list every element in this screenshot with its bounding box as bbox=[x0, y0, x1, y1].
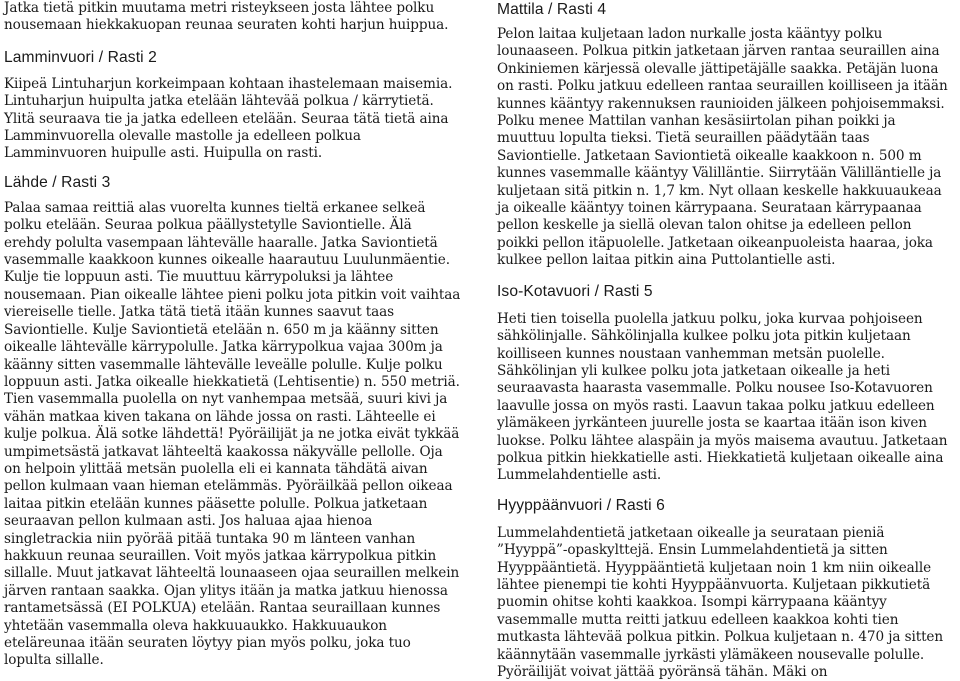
section-heading-rasti-4: Mattila / Rasti 4 bbox=[497, 1, 607, 18]
section-heading-rasti-3: Lähde / Rasti 3 bbox=[4, 173, 111, 191]
section-heading-rasti-6: Hyyppäänvuori / Rasti 6 bbox=[497, 496, 665, 514]
section-heading-rasti-2: Lamminvuori / Rasti 2 bbox=[4, 48, 157, 66]
section-text-rasti-5: Heti tien toisella puolella jatkuu polku, joka kurvaa pohjoiseen sähkölinjalle. Sähkölinjalla kulkee polku jota pitkin kuljetaan koilliseen kunnes noustaan vanhemman metsän puolelle. Sähkölinjan yli kulkee polku jota jatketaan oikealle ja heti seuraavasta haarasta vasemmalle. Polku nousee Iso-Kotavuoren laavulle jossa on myös rasti. Laavun takaa polku jatkuu edelleen ylämäkeen jyrkänteen juurelle josta se kaartaa itään ison kiven luokse. Polku lähtee alaspäin ja myös maisema avautuu. Jatketaan polkua pitkin hiekkatielle asti. Hiekkatietä kuljetaan oikealle aina Lummelahdentielle asti. bbox=[497, 310, 948, 484]
section-text-rasti-2: Kiipeä Lintuharjun korkeimpaan kohtaan ihastelemaan maisemia. Lintuharjun huipulta jatka etelään lähtevää polkua / kärrytietä. Ylitä seuraava tie ja jatka edelleen etelään. Seuraa tätä tietä aina Lamminvuorella olevalle mastolle ja edelleen polkua Lamminvuoren huipulle asti. Huipulla on rasti. bbox=[4, 75, 453, 162]
section-heading-rasti-5: Iso-Kotavuori / Rasti 5 bbox=[497, 282, 653, 300]
section-text-rasti-3: Palaa samaa reittiä alas vuorelta kunnes tieltä erkanee selkeä polku etelään. Seuraa polkua päällystetylle Saviontielle. Älä erehdy polulta vasempaan lähtevälle haaralle. Jatka Saviontietä vasemmalle kaakkoon kunnes oikealle haarautuu Luulunmäentie. Kulje tie loppuun asti. Tie muuttuu kärrypoluksi ja lähtee nousemaan. Pian oikealle lähtee pieni polku jota pitkin voit vaihtaa viereiselle tielle. Jatka tätä tietä itään kunnes saavut taas Saviontielle. Kulje Saviontietä etelään n. 650 m ja käänny sitten oikealle lähtevälle kärrypolulle. Jatka kärrypolkua vajaa 300m ja käänny sitten vasemmalle lähtevälle leveälle polulle. Kulje polku loppuun asti. Jatka oikealle hiekkatietä (Lehtisentie) n. 550 metriä. Tien vasemmalla puolella on nyt vanhempaa metsää, suuri kivi ja vähän matkaa kiven takana on lähde jossa on rasti. Lähteelle ei kulje polkua. Älä sotke lähdettä! Pyöräilijät ja ne jotka eivät tykkää umpimetsästä jatkavat lähteeltä kaakossa näkyvälle pellolle. Oja on helpoin ylittää metsän puolella eli ei kannata tähdätä aivan pellon kulmaan vaan hieman etelämmäs. Pyöräilkää pellon oikeaa laitaa pitkin etelään kunnes pääsette polulle. Polkua jatketaan seuraavan pellon kulmaan asti. Jos haluaa ajaa hienoa singletrackia niin pyörää pitää tuntaka 90 m länteen vanhan hakkuun reunaa seuraillen. Voit myös jatkaa kärrypolkua pitkin sillalle. Muut jatkavat lähteeltä lounaaseen ojaa seuraillen melkein järven rantaan saakka. Ojan ylitys itään ja matka jatkuu hienossa rantametsässä (EI POLKUA) etelään. Rantaa seuraillaan kunnes yhtetään vasemmalla oleva hakkuuaukko. Hakkuuaukon eteläreunaa itään seuraten löytyy pian myös polku, joka tuo lopulta sillalle. bbox=[4, 199, 461, 669]
section-text-rasti-4: Pelon laitaa kuljetaan ladon nurkalle josta kääntyy polku lounaaseen. Polkua pitkin jatketaan järven rantaa seuraillen aina Onkiniemen kärjessä olevalle jättipetäjälle saakka. Petäjän luona on rasti. Polku jatkuu edelleen rantaa seuraillen koilliseen ja itään kunnes kääntyy rakennuksen raunioiden jälkeen pohjoisemmaksi. Polku menee Mattilan vanhan kesäsiirtolan pihan poikki ja muuttuu lopulta tieksi. Tietä seuraillen päädytään taas Saviontielle. Jatketaan Saviontietä oikealle kaakkoon n. 500 m kunnes vasemmalle kääntyy Välilläntie. Siirrytään Välilläntielle ja kuljetaan sitä pitkin n. 1,7 km. Nyt ollaan keskelle hakkuuaukeaa ja oikealle kääntyy toinen kärrypaana. Seurataan kärrypaanaa pellon keskelle ja siellä olevan talon ohitse ja edelleen pellon poikki pellon itäpuolelle. Jatketaan oikeanpuoleista haaraa, joka kulkee pellon laitaa pitkin aina Puttolantielle asti. bbox=[497, 26, 948, 269]
intro-paragraph: Jatka tietä pitkin muutama metri risteykseen josta lähtee polku nousemaan hiekkakuopan reunaa seuraten kohti harjun huippua. bbox=[4, 0, 449, 34]
section-text-rasti-6: Lummelahdentietä jatketaan oikealle ja seurataan pieniä ”Hyyppä”-opaskylttejä. Ensin Lummelahdentietä ja sitten Hyyppääntietä. Hyyppääntietä kuljetaan noin 1 km niin oikealle lähtee pienempi tie kohti Hyyppäänvuorta. Kuljetaan pikkutietä puomin ohitse kohti kaakkoa. Isompi kärrypaana kääntyy vasemmalle mutta reitti jatkuu edelleen kaakkoa kohti tien mutkasta lähtevää polkua pitkin. Polkua kuljetaan n. 470 ja sitten käännytään vasemmalle jyrkästi ylämäkeen nousevalle polulle. Pyöräilijät voivat jättää pyöränsä tähän. Mäki on bbox=[497, 524, 944, 680]
right-column bbox=[497, 0, 949, 681]
left-column bbox=[4, 0, 462, 670]
